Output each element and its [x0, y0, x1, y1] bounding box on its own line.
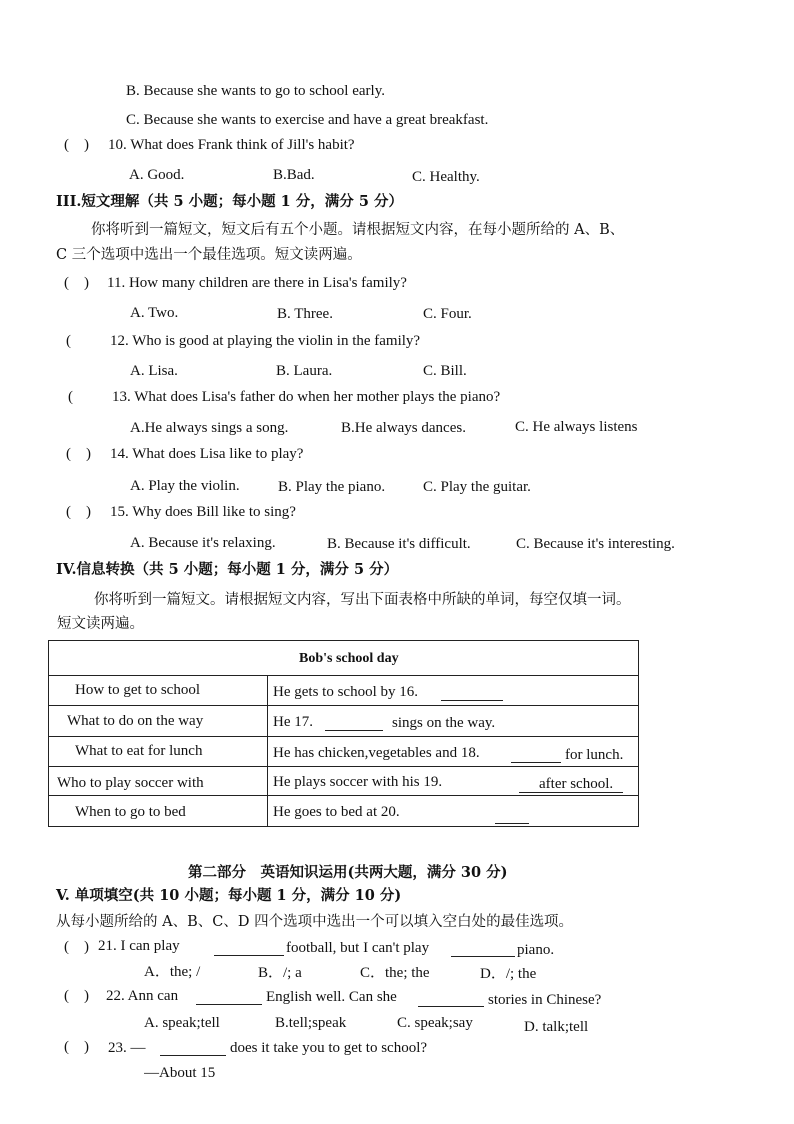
question-11-option-a: A. Two. [130, 305, 179, 321]
question-23-stem-part1: 23. — [108, 1040, 146, 1056]
section-4-title: IV.信息转换（共 5 小题；每小题 1 分，满分 5 分） [56, 561, 399, 578]
answer-bracket[interactable]: ( ) [66, 504, 91, 520]
question-11-option-c: C. Four. [423, 306, 472, 322]
question-21-option-c: C．the; the [360, 965, 430, 981]
part-2-title: 第二部分 英语知识运用(共两大题，满分 30 分) [188, 864, 508, 881]
blank-21b[interactable] [451, 956, 515, 957]
question-21-option-b: B．/; a [258, 965, 302, 981]
blank-23[interactable] [160, 1055, 226, 1056]
section-3-instructions-line2: C 三个选项中选出一个最佳选项。短文读两遍。 [56, 247, 362, 263]
question-23-answer-line: —About 15 [144, 1066, 216, 1077]
table-row-content-end: after school. [539, 776, 614, 792]
section-3-title: III.短文理解（共 5 小题；每小题 1 分，满分 5 分） [56, 193, 403, 210]
question-22-option-c: C. speak;say [397, 1015, 473, 1031]
section-4-instructions-line1: 你将听到一篇短文。请根据短文内容，写出下面表格中所缺的单词，每空仅填一词。 [94, 592, 631, 608]
question-22-stem-part2: English well. Can she [266, 989, 397, 1005]
table-row-label: What to do on the way [67, 713, 204, 729]
question-14-option-a: A. Play the violin. [130, 478, 240, 494]
question-13-stem: 13. What does Lisa's father do when her mother plays the piano? [112, 389, 501, 405]
table-row-content: He 17. [273, 714, 313, 730]
section-5-title: V. 单项填空(共 10 小题；每小题 1 分，满分 10 分) [56, 887, 402, 904]
question-13-option-b: B.He always dances. [341, 420, 466, 436]
question-21-option-d: D．/; the [480, 966, 537, 982]
question-15-stem: 15. Why does Bill like to sing? [110, 504, 296, 520]
q9-option-c: C. Because she wants to exercise and have a great breakfast. [126, 112, 489, 128]
blank-19[interactable] [519, 792, 623, 793]
answer-bracket[interactable]: ( ) [66, 446, 91, 462]
answer-bracket[interactable]: ( [68, 389, 73, 405]
question-13-option-c: C. He always listens [515, 419, 638, 435]
blank-17[interactable] [325, 730, 383, 731]
table-title: Bob's school day [299, 651, 399, 666]
question-22-stem-part3: stories in Chinese? [488, 992, 602, 1008]
table-row-label: Who to play soccer with [57, 775, 204, 791]
answer-bracket[interactable]: ( ) [64, 939, 89, 955]
question-11-option-b: B. Three. [277, 306, 333, 322]
question-12-stem: 12. Who is good at playing the violin in the family? [110, 333, 421, 349]
question-12-option-c: C. Bill. [423, 363, 467, 379]
question-15-option-c: C. Because it's interesting. [516, 536, 675, 552]
table-row-label: How to get to school [75, 682, 200, 698]
question-15-option-b: B. Because it's difficult. [327, 536, 471, 552]
blank-21a[interactable] [214, 955, 284, 956]
table-row-content: He gets to school by 16. [273, 684, 418, 700]
table-row-content-end: for lunch. [565, 747, 624, 763]
question-22-option-a: A. speak;tell [144, 1015, 220, 1031]
blank-18[interactable] [511, 762, 561, 763]
question-21-stem-part1: 21. I can play [98, 938, 180, 954]
question-23-stem-part2: does it take you to get to school? [230, 1040, 428, 1056]
question-21-stem-part3: piano. [517, 942, 555, 958]
table-row-content: He has chicken,vegetables and 18. [273, 745, 480, 761]
answer-bracket[interactable]: ( ) [64, 275, 89, 291]
answer-bracket[interactable]: ( ) [64, 988, 89, 1004]
question-14-option-c: C. Play the guitar. [423, 479, 531, 495]
table-row-content: He plays soccer with his 19. [273, 774, 443, 790]
blank-20[interactable] [495, 823, 529, 824]
blank-22a[interactable] [196, 1004, 262, 1005]
question-11-stem: 11. How many children are there in Lisa's family? [107, 275, 407, 291]
section-4-instructions-line2: 短文读两遍。 [57, 616, 144, 632]
table-row-content-end: sings on the way. [392, 715, 496, 731]
blank-22b[interactable] [418, 1006, 484, 1007]
question-21-option-a: A．the; / [144, 964, 201, 980]
question-10-option-c: C. Healthy. [412, 169, 480, 185]
section-3-instructions-line1: 你将听到一篇短文，短文后有五个小题。请根据短文内容，在每小题所给的 A、B、 [91, 222, 625, 238]
question-10-stem: 10. What does Frank think of Jill's habit? [108, 137, 355, 153]
question-22-stem-part1: 22. Ann can [106, 988, 179, 1004]
question-13-option-a: A.He always sings a song. [130, 420, 289, 436]
table-row-label: When to go to bed [75, 804, 186, 820]
question-12-option-b: B. Laura. [276, 363, 333, 379]
question-21-stem-part2: football, but I can't play [286, 940, 430, 956]
question-12-option-a: A. Lisa. [130, 363, 178, 379]
answer-bracket[interactable]: ( ) [64, 1039, 89, 1055]
table-row-content: He goes to bed at 20. [273, 804, 400, 820]
question-22-option-b: B.tell;speak [275, 1015, 347, 1031]
question-22-option-d: D. talk;tell [524, 1019, 589, 1035]
blank-16[interactable] [441, 700, 503, 701]
question-10-option-a: A. Good. [129, 167, 185, 183]
answer-bracket[interactable]: ( [66, 333, 71, 349]
question-14-option-b: B. Play the piano. [278, 479, 386, 495]
question-14-stem: 14. What does Lisa like to play? [110, 446, 304, 462]
bob-school-day-table [48, 640, 639, 827]
answer-bracket[interactable]: ( ) [64, 137, 89, 153]
q9-option-b: B. Because she wants to go to school early. [126, 83, 385, 99]
question-10-option-b: B.Bad. [273, 167, 315, 183]
question-15-option-a: A. Because it's relaxing. [130, 535, 276, 551]
table-row-label: What to eat for lunch [75, 743, 203, 759]
section-5-instructions: 从每小题所给的 A、B、C、D 四个选项中选出一个可以填入空白处的最佳选项。 [56, 914, 574, 930]
